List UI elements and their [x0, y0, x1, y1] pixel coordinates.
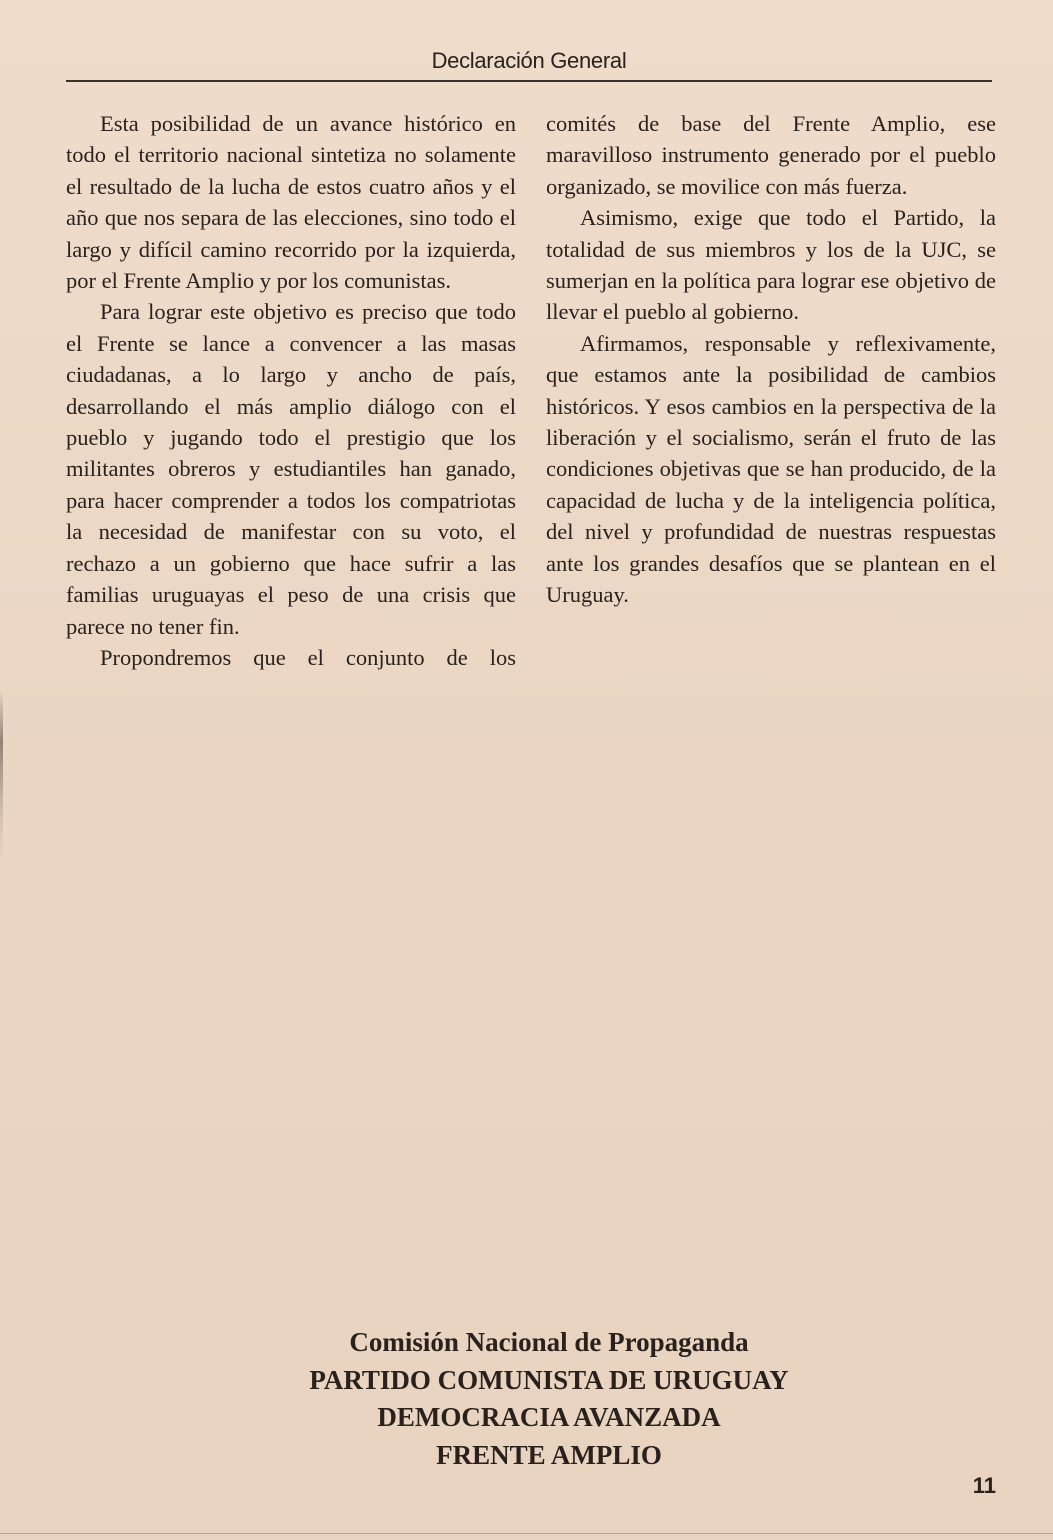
signature-line: FRENTE AMPLIO: [436, 1439, 662, 1470]
signature-line: PARTIDO COMUNISTA DE URUGUAY: [309, 1364, 789, 1395]
right-column: [546, 108, 996, 611]
left-column: [66, 108, 516, 673]
paragraph: Esta posibilidad de un avance histórico en todo el territorio nacional sintetiza no solamente el resultado de la lucha de estos cuatro años y el año que nos separa de las elecciones, sino todo el largo y difícil camino recorrido por la izquierda, por el Frente Amplio y por los comunistas.: [66, 111, 516, 294]
paragraph: Asimismo, exige que todo el Partido, la totalidad de sus miembros y los de la UJC, se sumerjan en la política para lograr ese objetivo de llevar el pueblo al gobierno.: [546, 205, 996, 325]
binding-edge-mark: [0, 690, 3, 860]
paragraph: Para lograr este objetivo es preciso que todo el Frente se lance a convencer a las masas ciudadanas, a lo largo y ancho de país, desarrollando el más amplio diálogo con el pueblo y jugando todo el prestigio que los militantes obreros y estudiantiles han ganado, para hacer comprender a todos los compatriotas la necesidad de manifestar con su voto, el rechazo a un gobierno que hace sufrir a las familias uruguayas el peso de una crisis que parece no tener fin.: [66, 299, 516, 639]
page-number: 11: [972, 1473, 996, 1498]
running-header: Declaración General: [431, 48, 627, 73]
signature-line: Comisión Nacional de Propaganda: [349, 1327, 749, 1357]
paragraph: Propondremos que el conjunto de los: [100, 644, 516, 670]
signature-line: DEMOCRACIA AVANZADA: [377, 1402, 721, 1432]
paragraph: Afirmamos, responsable y reflexivamente, que estamos ante la posibilidad de cambios históricos. Y esos cambios en la perspectiva de la liberación y el socialismo, serán el fruto de las condiciones objetivas que se han producido, de la capacidad de lucha y de la inteligencia política, del nivel y profundidad de nuestras respuestas ante los grandes desafíos que se plantean en el Uruguay.: [546, 330, 996, 608]
signature-block: [66, 1324, 1032, 1474]
header-rule: [66, 80, 992, 82]
paragraph: comités de base del Frente Amplio, ese maravilloso instrumento generado por el pueblo organizado, se movilice con más fuerza.: [546, 111, 996, 199]
page-edge-line: [0, 1533, 1053, 1534]
